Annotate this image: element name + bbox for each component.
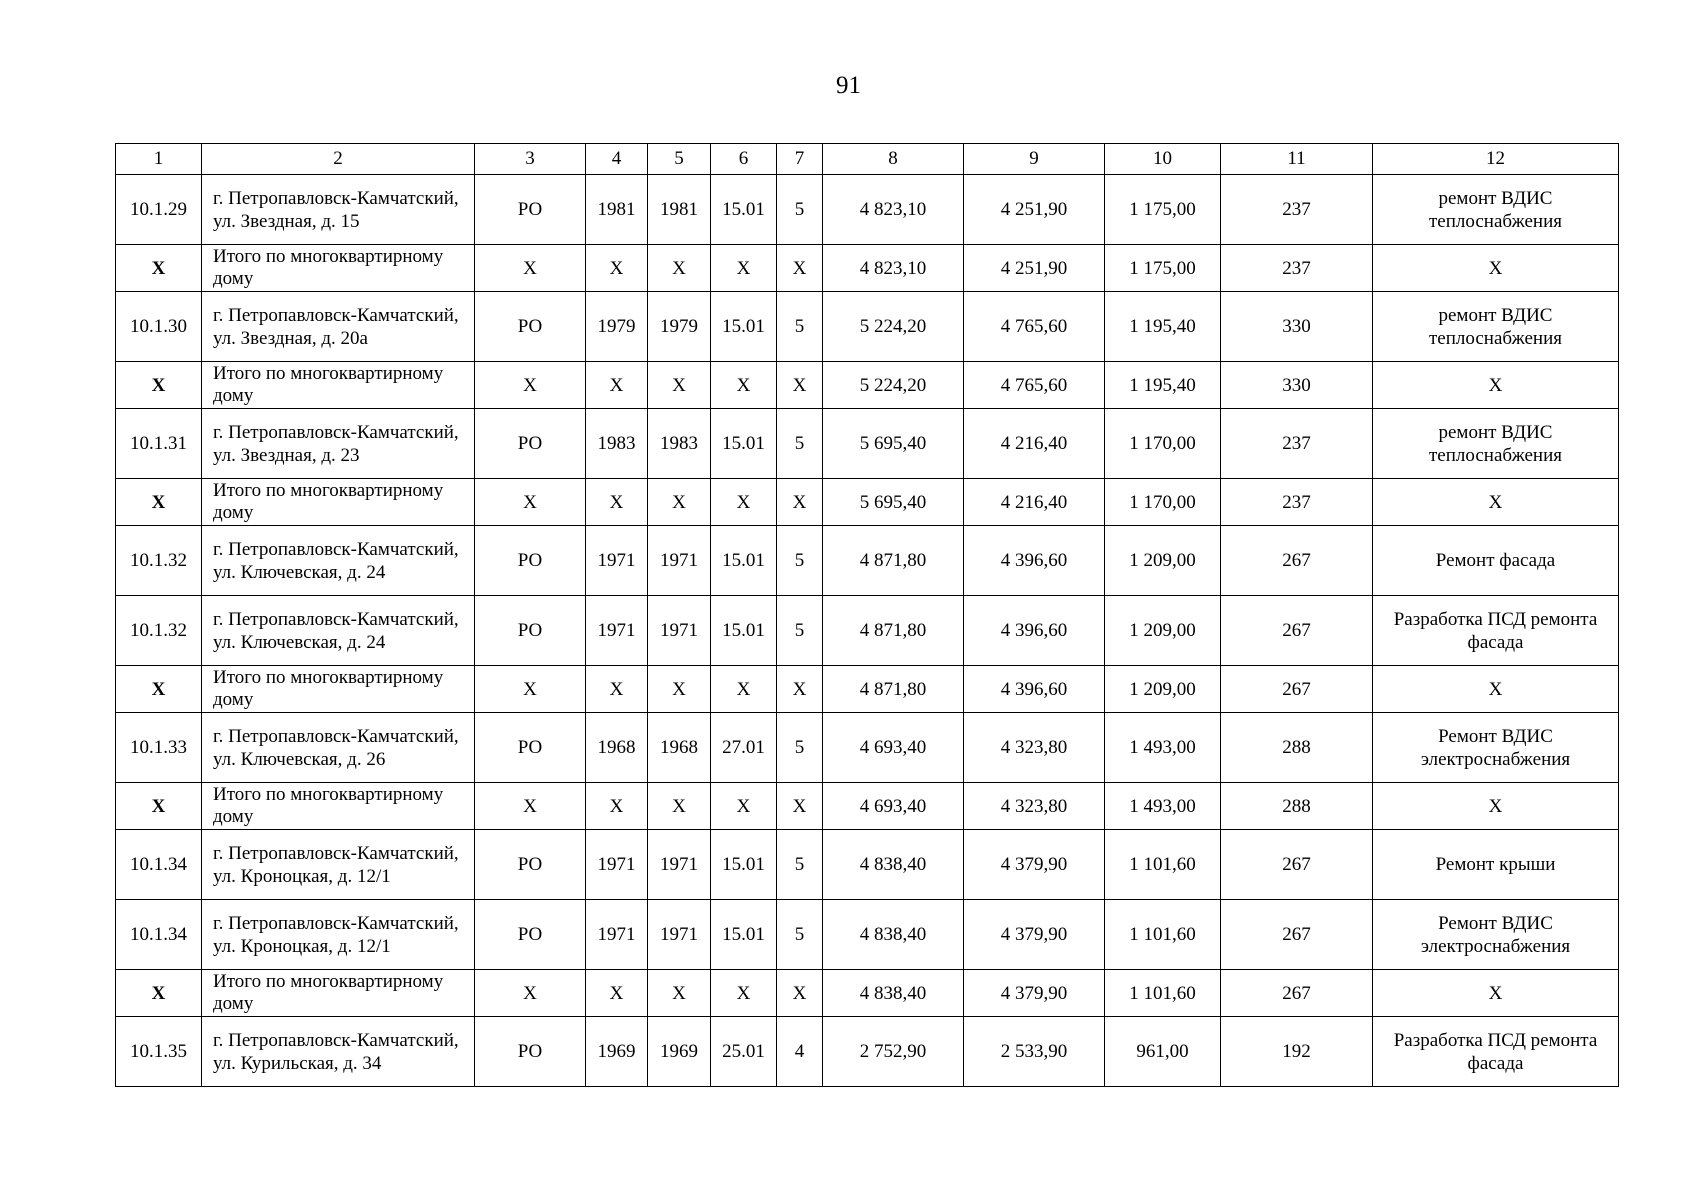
row-id-cell: Х <box>116 666 202 713</box>
column-header-9: 9 <box>964 144 1105 175</box>
work-type-cell: ремонт ВДИС теплоснабжения <box>1373 409 1619 479</box>
residential-area-cell: 4 765,60 <box>964 362 1105 409</box>
address-cell: Итого по многоквартирному дому <box>202 245 475 292</box>
nonresidential-area-cell: 1 195,40 <box>1105 362 1221 409</box>
column-header-5: 5 <box>648 144 711 175</box>
page-number: 91 <box>836 72 861 99</box>
work-type-cell: Х <box>1373 362 1619 409</box>
year-built-cell: 1971 <box>586 830 648 900</box>
year-commissioned-cell: 1969 <box>648 1017 711 1087</box>
table-row <box>116 292 1619 362</box>
address-cell: г. Петропавловск-Камчатский, ул. Ключевская, д. 24 <box>202 526 475 596</box>
floors-cell: 5 <box>777 596 823 666</box>
nonresidential-area-cell: 1 170,00 <box>1105 479 1221 526</box>
year-built-cell: 1969 <box>586 1017 648 1087</box>
nonresidential-area-cell: 1 493,00 <box>1105 783 1221 830</box>
address-cell: г. Петропавловск-Камчатский, ул. Кроноцкая, д. 12/1 <box>202 900 475 970</box>
nonresidential-area-cell: 1 101,60 <box>1105 830 1221 900</box>
residential-area-cell: 4 216,40 <box>964 409 1105 479</box>
residents-cell: 288 <box>1221 783 1373 830</box>
column-header-2: 2 <box>202 144 475 175</box>
subtotal-row <box>116 666 1619 713</box>
year-built-cell: 1979 <box>586 292 648 362</box>
category-cell: РО <box>475 175 586 245</box>
total-area-cell: 4 871,80 <box>823 526 964 596</box>
row-id-cell: 10.1.35 <box>116 1017 202 1087</box>
series-cell: Х <box>711 362 777 409</box>
residential-area-cell: 4 379,90 <box>964 970 1105 1017</box>
work-type-cell: ремонт ВДИС теплоснабжения <box>1373 292 1619 362</box>
work-type-cell: Х <box>1373 479 1619 526</box>
row-id-cell: Х <box>116 479 202 526</box>
total-area-cell: 5 695,40 <box>823 409 964 479</box>
series-cell: 15.01 <box>711 596 777 666</box>
table-row <box>116 596 1619 666</box>
year-commissioned-cell: Х <box>648 970 711 1017</box>
subtotal-row <box>116 362 1619 409</box>
series-cell: 15.01 <box>711 526 777 596</box>
residents-cell: 267 <box>1221 830 1373 900</box>
work-type-cell: Ремонт крыши <box>1373 830 1619 900</box>
year-built-cell: Х <box>586 666 648 713</box>
address-cell: г. Петропавловск-Камчатский, ул. Звездная, д. 20а <box>202 292 475 362</box>
floors-cell: Х <box>777 666 823 713</box>
residents-cell: 237 <box>1221 409 1373 479</box>
floors-cell: Х <box>777 362 823 409</box>
residential-area-cell: 4 251,90 <box>964 245 1105 292</box>
table-body <box>116 144 1619 1087</box>
row-id-cell: Х <box>116 783 202 830</box>
residents-cell: 267 <box>1221 900 1373 970</box>
nonresidential-area-cell: 1 101,60 <box>1105 970 1221 1017</box>
column-header-7: 7 <box>777 144 823 175</box>
residential-area-cell: 2 533,90 <box>964 1017 1105 1087</box>
floors-cell: 5 <box>777 175 823 245</box>
address-cell: г. Петропавловск-Камчатский, ул. Курильская, д. 34 <box>202 1017 475 1087</box>
table-row <box>116 900 1619 970</box>
table-row <box>116 526 1619 596</box>
nonresidential-area-cell: 1 493,00 <box>1105 713 1221 783</box>
nonresidential-area-cell: 1 209,00 <box>1105 526 1221 596</box>
work-type-cell: Разработка ПСД ремонта фасада <box>1373 1017 1619 1087</box>
column-header-10: 10 <box>1105 144 1221 175</box>
row-id-cell: Х <box>116 362 202 409</box>
year-built-cell: 1983 <box>586 409 648 479</box>
nonresidential-area-cell: 961,00 <box>1105 1017 1221 1087</box>
category-cell: РО <box>475 900 586 970</box>
year-commissioned-cell: Х <box>648 479 711 526</box>
subtotal-row <box>116 783 1619 830</box>
residential-area-cell: 4 396,60 <box>964 596 1105 666</box>
column-header-8: 8 <box>823 144 964 175</box>
category-cell: РО <box>475 596 586 666</box>
floors-cell: Х <box>777 479 823 526</box>
year-commissioned-cell: 1971 <box>648 596 711 666</box>
year-built-cell: 1981 <box>586 175 648 245</box>
work-type-cell: Ремонт фасада <box>1373 526 1619 596</box>
year-commissioned-cell: Х <box>648 362 711 409</box>
residential-area-cell: 4 379,90 <box>964 900 1105 970</box>
column-header-6: 6 <box>711 144 777 175</box>
floors-cell: Х <box>777 783 823 830</box>
work-type-cell: Х <box>1373 666 1619 713</box>
category-cell: Х <box>475 970 586 1017</box>
column-header-4: 4 <box>586 144 648 175</box>
nonresidential-area-cell: 1 195,40 <box>1105 292 1221 362</box>
total-area-cell: 4 823,10 <box>823 175 964 245</box>
row-id-cell: 10.1.32 <box>116 596 202 666</box>
year-built-cell: Х <box>586 362 648 409</box>
residents-cell: 267 <box>1221 526 1373 596</box>
residents-cell: 330 <box>1221 292 1373 362</box>
subtotal-row <box>116 970 1619 1017</box>
nonresidential-area-cell: 1 175,00 <box>1105 245 1221 292</box>
nonresidential-area-cell: 1 170,00 <box>1105 409 1221 479</box>
category-cell: РО <box>475 1017 586 1087</box>
series-cell: Х <box>711 666 777 713</box>
year-built-cell: Х <box>586 783 648 830</box>
residents-cell: 330 <box>1221 362 1373 409</box>
total-area-cell: 4 871,80 <box>823 596 964 666</box>
subtotal-row <box>116 245 1619 292</box>
category-cell: Х <box>475 783 586 830</box>
series-cell: 15.01 <box>711 830 777 900</box>
residents-cell: 237 <box>1221 175 1373 245</box>
table-row <box>116 713 1619 783</box>
floors-cell: 5 <box>777 409 823 479</box>
row-id-cell: 10.1.33 <box>116 713 202 783</box>
address-cell: Итого по многоквартирному дому <box>202 666 475 713</box>
year-commissioned-cell: 1971 <box>648 526 711 596</box>
floors-cell: 5 <box>777 526 823 596</box>
row-id-cell: 10.1.29 <box>116 175 202 245</box>
series-cell: Х <box>711 479 777 526</box>
residents-cell: 237 <box>1221 245 1373 292</box>
residential-area-cell: 4 765,60 <box>964 292 1105 362</box>
total-area-cell: 4 693,40 <box>823 783 964 830</box>
row-id-cell: Х <box>116 245 202 292</box>
total-area-cell: 2 752,90 <box>823 1017 964 1087</box>
series-cell: Х <box>711 783 777 830</box>
residential-area-cell: 4 216,40 <box>964 479 1105 526</box>
floors-cell: 4 <box>777 1017 823 1087</box>
category-cell: Х <box>475 245 586 292</box>
table-row <box>116 1017 1619 1087</box>
year-built-cell: 1968 <box>586 713 648 783</box>
series-cell: Х <box>711 245 777 292</box>
year-commissioned-cell: 1983 <box>648 409 711 479</box>
residential-area-cell: 4 396,60 <box>964 666 1105 713</box>
series-cell: 27.01 <box>711 713 777 783</box>
category-cell: Х <box>475 479 586 526</box>
floors-cell: 5 <box>777 830 823 900</box>
address-cell: г. Петропавловск-Камчатский, ул. Звездная, д. 15 <box>202 175 475 245</box>
column-header-12: 12 <box>1373 144 1619 175</box>
total-area-cell: 4 693,40 <box>823 713 964 783</box>
address-cell: г. Петропавловск-Камчатский, ул. Ключевская, д. 24 <box>202 596 475 666</box>
floors-cell: Х <box>777 970 823 1017</box>
nonresidential-area-cell: 1 175,00 <box>1105 175 1221 245</box>
residential-area-cell: 4 379,90 <box>964 830 1105 900</box>
column-number-header-row <box>116 144 1619 175</box>
address-cell: Итого по многоквартирному дому <box>202 970 475 1017</box>
category-cell: РО <box>475 713 586 783</box>
series-cell: 15.01 <box>711 292 777 362</box>
series-cell: 15.01 <box>711 900 777 970</box>
work-type-cell: Разработка ПСД ремонта фасада <box>1373 596 1619 666</box>
year-commissioned-cell: Х <box>648 666 711 713</box>
residential-area-cell: 4 323,80 <box>964 713 1105 783</box>
address-cell: г. Петропавловск-Камчатский, ул. Ключевская, д. 26 <box>202 713 475 783</box>
year-built-cell: 1971 <box>586 526 648 596</box>
total-area-cell: 4 838,40 <box>823 970 964 1017</box>
work-type-cell: Х <box>1373 783 1619 830</box>
floors-cell: 5 <box>777 292 823 362</box>
column-header-3: 3 <box>475 144 586 175</box>
residents-cell: 192 <box>1221 1017 1373 1087</box>
year-commissioned-cell: 1968 <box>648 713 711 783</box>
work-type-cell: Ремонт ВДИС электроснабжения <box>1373 713 1619 783</box>
residential-area-cell: 4 396,60 <box>964 526 1105 596</box>
category-cell: Х <box>475 666 586 713</box>
address-cell: г. Петропавловск-Камчатский, ул. Звездная, д. 23 <box>202 409 475 479</box>
work-type-cell: Х <box>1373 245 1619 292</box>
floors-cell: 5 <box>777 713 823 783</box>
row-id-cell: 10.1.31 <box>116 409 202 479</box>
category-cell: РО <box>475 292 586 362</box>
work-type-cell: ремонт ВДИС теплоснабжения <box>1373 175 1619 245</box>
series-cell: 15.01 <box>711 409 777 479</box>
series-cell: 15.01 <box>711 175 777 245</box>
year-commissioned-cell: 1981 <box>648 175 711 245</box>
residents-cell: 267 <box>1221 666 1373 713</box>
repair-registry-table <box>115 143 1619 1087</box>
floors-cell: Х <box>777 245 823 292</box>
category-cell: РО <box>475 526 586 596</box>
nonresidential-area-cell: 1 209,00 <box>1105 596 1221 666</box>
year-commissioned-cell: 1979 <box>648 292 711 362</box>
row-id-cell: 10.1.34 <box>116 900 202 970</box>
year-built-cell: 1971 <box>586 900 648 970</box>
year-built-cell: Х <box>586 970 648 1017</box>
residents-cell: 288 <box>1221 713 1373 783</box>
category-cell: Х <box>475 362 586 409</box>
year-commissioned-cell: Х <box>648 245 711 292</box>
year-commissioned-cell: Х <box>648 783 711 830</box>
work-type-cell: Х <box>1373 970 1619 1017</box>
total-area-cell: 4 838,40 <box>823 900 964 970</box>
table-row <box>116 830 1619 900</box>
row-id-cell: Х <box>116 970 202 1017</box>
address-cell: г. Петропавловск-Камчатский, ул. Кроноцкая, д. 12/1 <box>202 830 475 900</box>
total-area-cell: 5 224,20 <box>823 292 964 362</box>
total-area-cell: 4 838,40 <box>823 830 964 900</box>
subtotal-row <box>116 479 1619 526</box>
residents-cell: 267 <box>1221 970 1373 1017</box>
series-cell: 25.01 <box>711 1017 777 1087</box>
nonresidential-area-cell: 1 209,00 <box>1105 666 1221 713</box>
address-cell: Итого по многоквартирному дому <box>202 479 475 526</box>
category-cell: РО <box>475 830 586 900</box>
work-type-cell: Ремонт ВДИС электроснабжения <box>1373 900 1619 970</box>
table-row <box>116 409 1619 479</box>
residential-area-cell: 4 323,80 <box>964 783 1105 830</box>
total-area-cell: 5 224,20 <box>823 362 964 409</box>
year-built-cell: 1971 <box>586 596 648 666</box>
column-header-1: 1 <box>116 144 202 175</box>
row-id-cell: 10.1.32 <box>116 526 202 596</box>
total-area-cell: 4 823,10 <box>823 245 964 292</box>
year-built-cell: Х <box>586 245 648 292</box>
row-id-cell: 10.1.30 <box>116 292 202 362</box>
residents-cell: 237 <box>1221 479 1373 526</box>
table-row <box>116 175 1619 245</box>
row-id-cell: 10.1.34 <box>116 830 202 900</box>
category-cell: РО <box>475 409 586 479</box>
address-cell: Итого по многоквартирному дому <box>202 362 475 409</box>
column-header-11: 11 <box>1221 144 1373 175</box>
total-area-cell: 4 871,80 <box>823 666 964 713</box>
year-commissioned-cell: 1971 <box>648 830 711 900</box>
total-area-cell: 5 695,40 <box>823 479 964 526</box>
year-built-cell: Х <box>586 479 648 526</box>
year-commissioned-cell: 1971 <box>648 900 711 970</box>
series-cell: Х <box>711 970 777 1017</box>
residents-cell: 267 <box>1221 596 1373 666</box>
residential-area-cell: 4 251,90 <box>964 175 1105 245</box>
address-cell: Итого по многоквартирному дому <box>202 783 475 830</box>
floors-cell: 5 <box>777 900 823 970</box>
nonresidential-area-cell: 1 101,60 <box>1105 900 1221 970</box>
